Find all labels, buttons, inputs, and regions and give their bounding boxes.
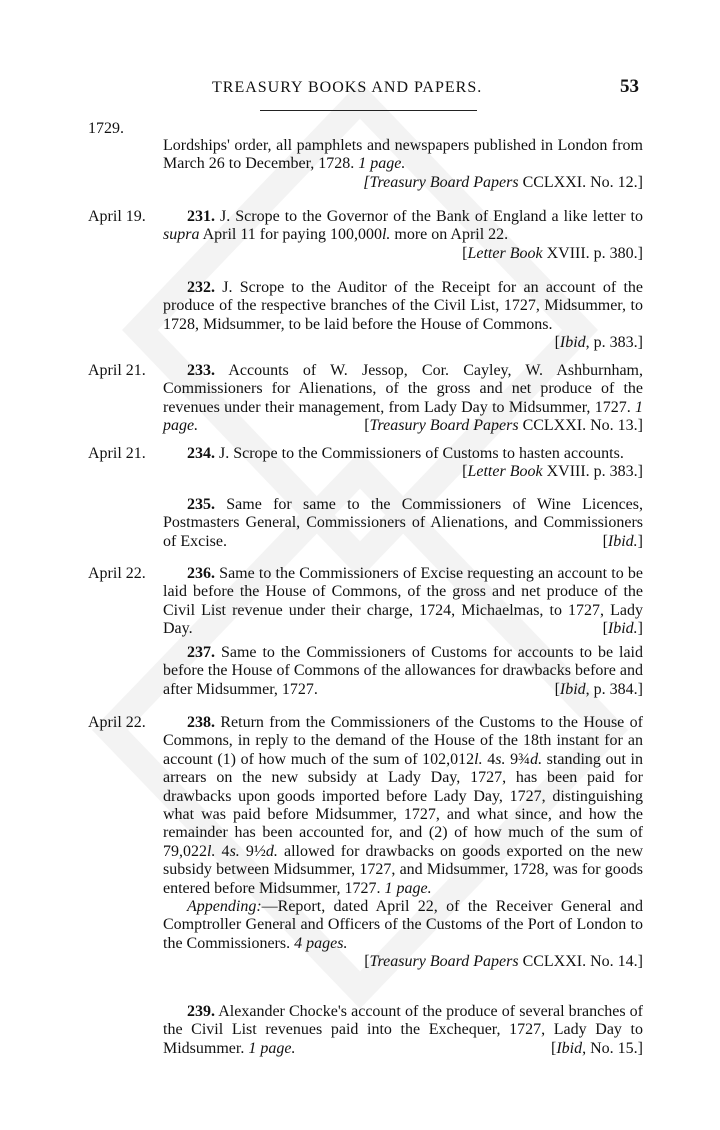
header-rule — [260, 110, 477, 111]
entry-continuation — [163, 137, 643, 192]
entry-appending: Appending:—Report, dated April 22, of the Receiver General and Comptroller General and Officers of the Customs of the Port of London to the Commissioners. 4 pages. — [163, 898, 643, 952]
entry-text: 231. J. Scrope to the Governor of the Bank of England a like letter to supra April 11 for paying 100,000l. more on April 22. — [163, 208, 643, 244]
entry-reference: [Treasury Board Papers CCLXXI. No. 14.] — [364, 953, 643, 971]
entry-235 — [163, 496, 643, 551]
entry-236 — [163, 565, 643, 639]
entry-date: April 21. — [88, 362, 146, 379]
entry-date: April 21. — [88, 445, 146, 462]
margin-year: 1729. — [88, 120, 124, 137]
entry-text: 238. Return from the Commissioners of the Customs to the House of Commons, in reply to the demand of the House of the 18th instant for an account (1) of how much of the sum of 102,012l. 4s. 9¾d. standing out in arrears on the new subsidy at Lady Day, 1727, has been paid for drawbacks upon goods imported before Lady Day, 1727, distinguishing what was paid before Midsummer, 1727, and what since, and how the remainder has been accounted for, and (2) of how much of the sum of 79,022l. 4s. 9½d. allowed for drawbacks on goods exported on the new subsidy between Midsummer, 1727, and Midsummer, 1728, was for goods entered before Midsummer, 1727. 1 page. — [163, 714, 644, 897]
entry-231 — [163, 208, 643, 263]
entry-239 — [163, 1003, 643, 1058]
entry-text: Lordships' order, all pamphlets and newspapers published in London from March 26 to December, 1728. 1 page. — [163, 137, 643, 173]
entry-reference: [Letter Book XVIII. p. 380.] — [462, 244, 643, 262]
entry-234 — [163, 445, 643, 482]
entry-date: April 19. — [88, 208, 146, 225]
entry-text: 234. J. Scrope to the Commissioners of Customs to hasten accounts. [Letter Book XVIII. p. 383.] — [187, 445, 643, 481]
entry-text: 233. Accounts of W. Jessop, Cor. Cayley, W. Ashburnham, Commissioners for Alienations, of the gross and net produce of the revenues under their management, from Lady Day to Midsummer, 1727. 1 page. [Treasury Board Papers CCLXXI. No. 13.] — [163, 362, 644, 435]
entry-date: April 22. — [88, 714, 146, 731]
entry-238 — [163, 714, 643, 972]
entry-233 — [163, 362, 643, 436]
entry-text: 237. Same to the Commissioners of Customs for accounts to be laid before the House of Commons of the allowances for drawbacks before and after Midsummer, 1727. [Ibid, p. 384.] — [163, 644, 644, 698]
running-title: TREASURY BOOKS AND PAPERS. — [212, 79, 483, 96]
entry-reference: [Treasury Board Papers CCLXXI. No. 12.] — [363, 173, 643, 191]
entry-232 — [163, 279, 643, 353]
entry-text: 235. Same for same to the Commissioners of Wine Licences, Postmasters General, Commissioners of Alienations, and Commissioners of Excise. [Ibid.] — [163, 496, 644, 550]
entry-date: April 22. — [88, 565, 146, 582]
entry-text: 239. Alexander Chocke's account of the produce of several branches of the Civil List revenues paid into the Exchequer, 1727, Lady Day to Midsummer. 1 page. [Ibid, No. 15.] — [163, 1003, 643, 1057]
entry-text: 236. Same to the Commissioners of Excise requesting an account to be laid before the House of Commons, of the gross and net produce of the Civil List revenue under their charge, 1724, Michaelmas, to 1727, Lady Day. [Ibid.] — [163, 565, 644, 638]
page-number: 53 — [620, 76, 639, 97]
entry-237 — [163, 644, 643, 699]
entry-text: 232. J. Scrope to the Auditor of the Receipt for an account of the produce of the respective branches of the Civil List, 1727, Midsummer, to 1728, Midsummer, to be laid before the House of Commons. [Ibid, p. 383.] — [163, 279, 643, 352]
